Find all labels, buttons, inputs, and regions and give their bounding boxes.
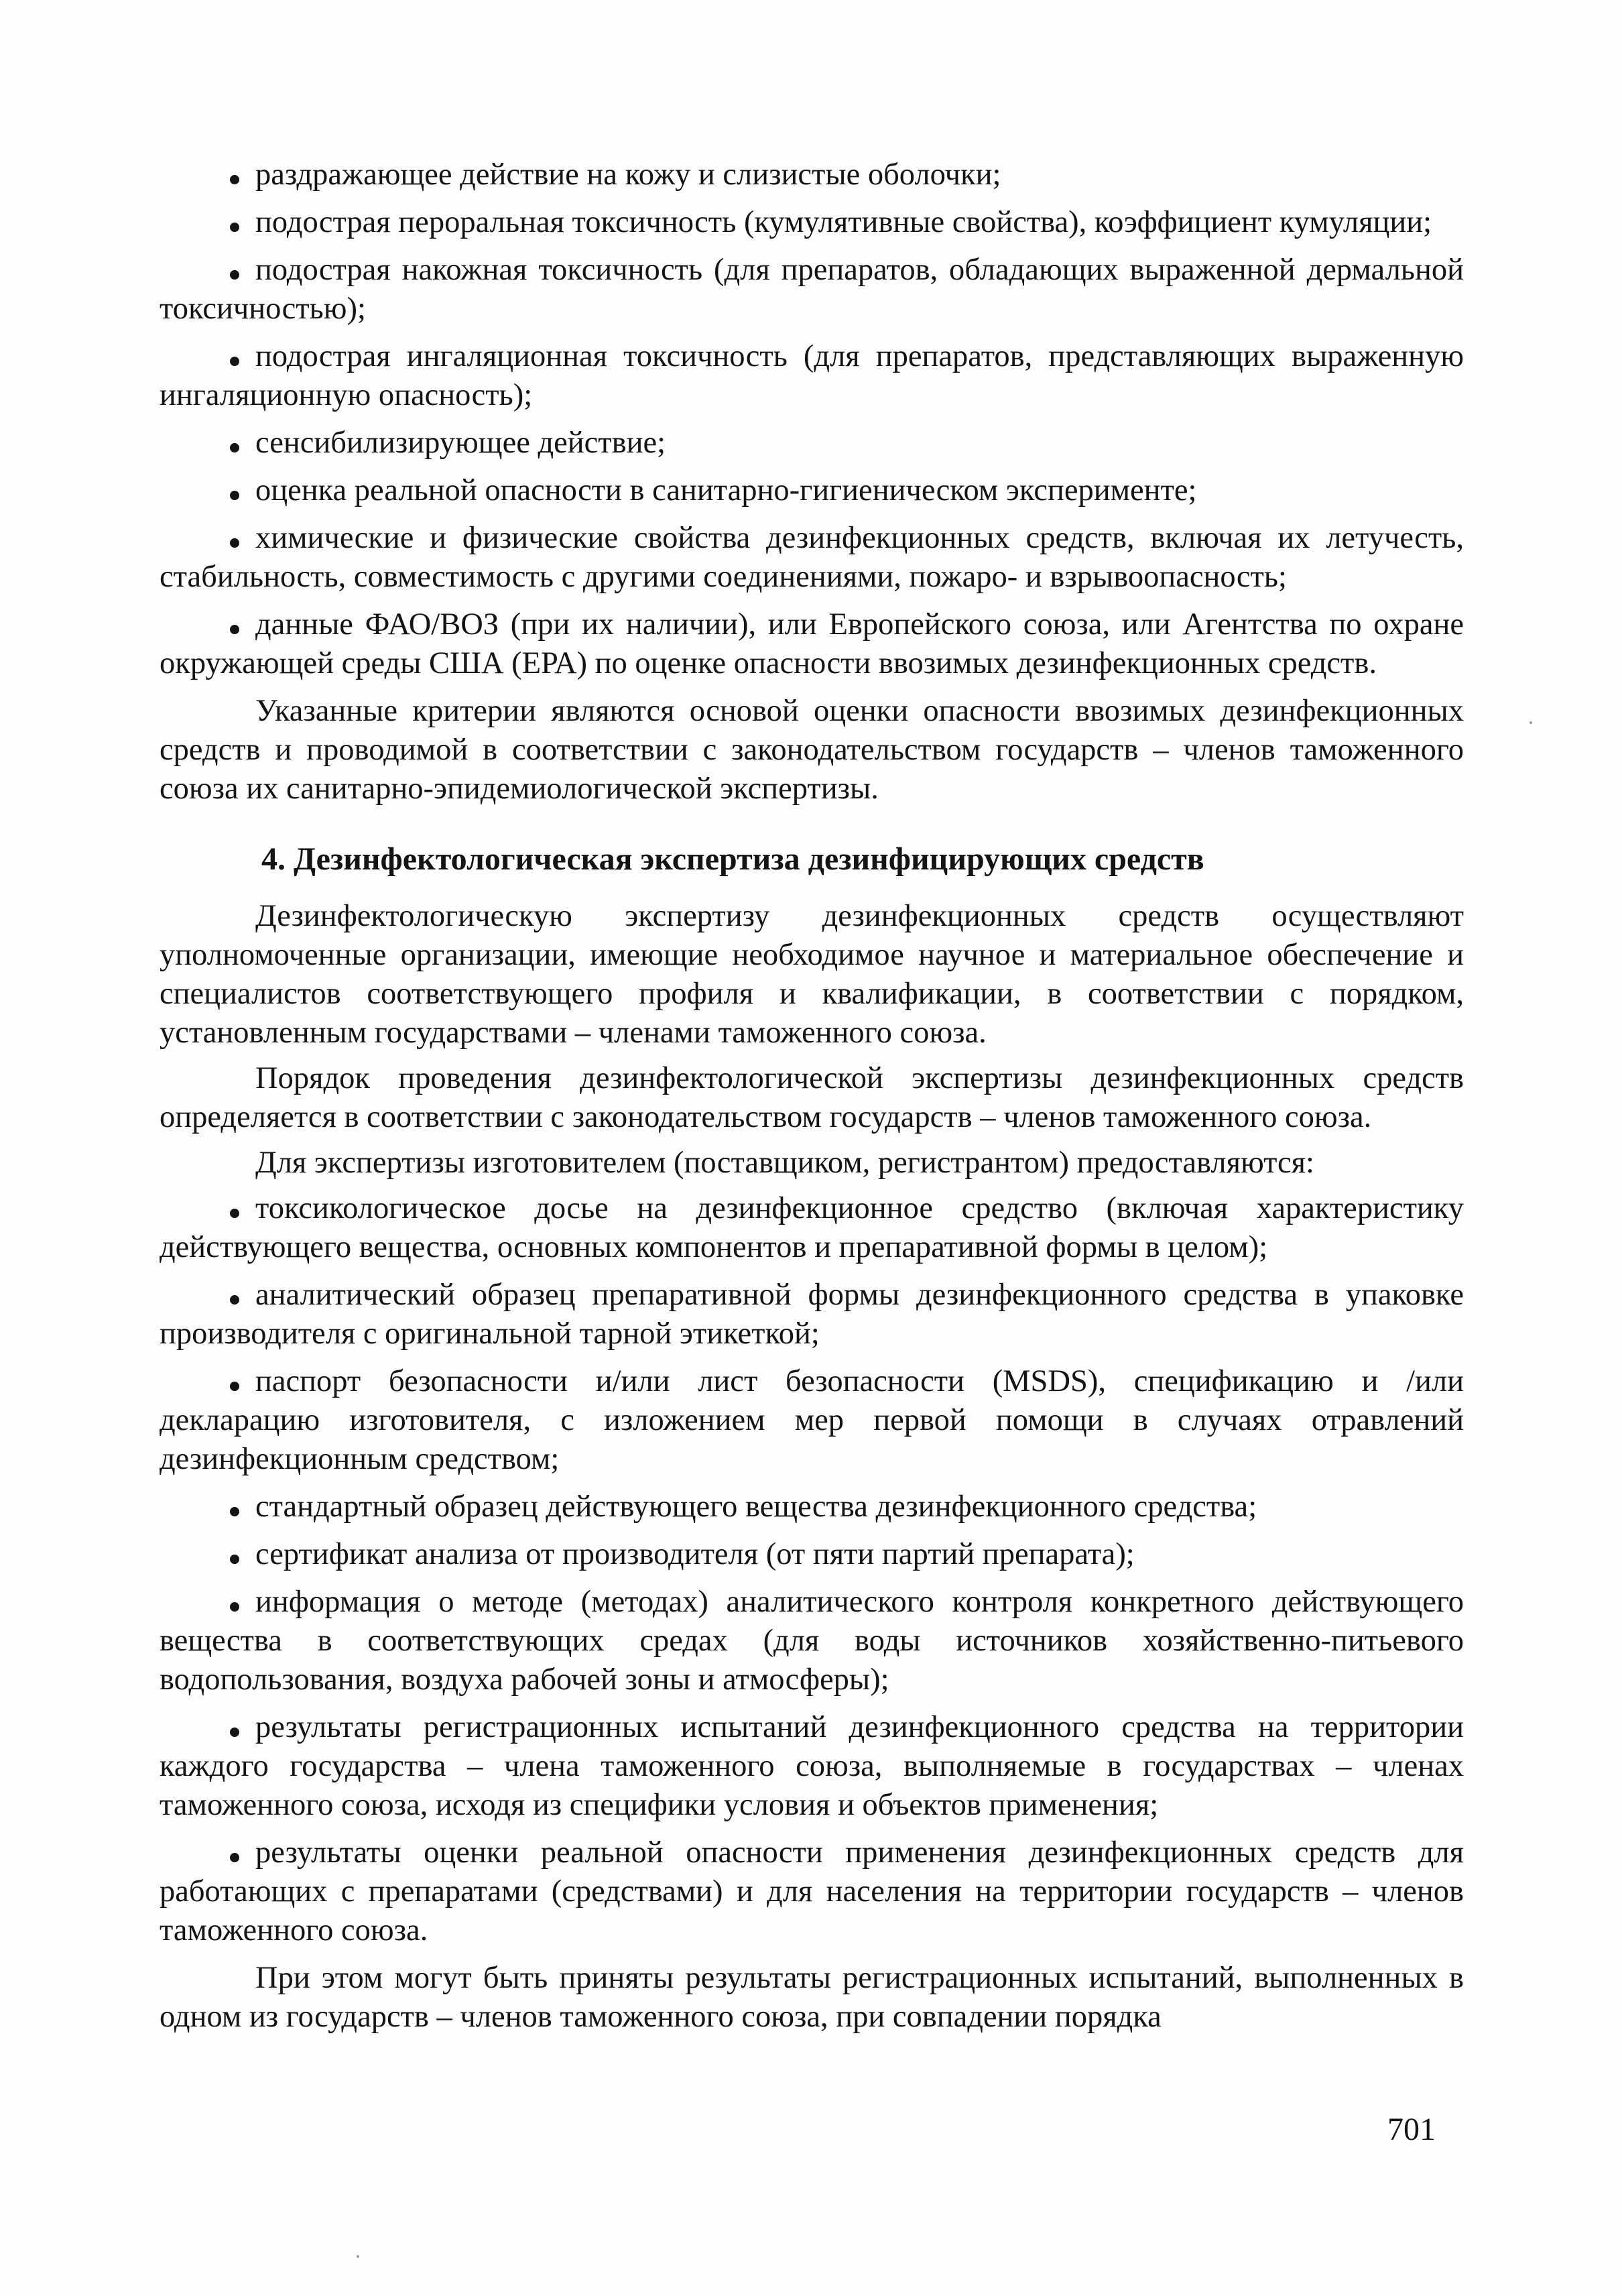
list-item (160, 1276, 1464, 1353)
list-item-text: оценка реальной опасности в санитарно-гигиеническом эксперименте; (255, 473, 1197, 507)
list-item-text: подострая пероральная токсичность (кумулятивные свойства), коэффициент кумуляции; (255, 205, 1432, 239)
list-item (160, 1583, 1464, 1699)
list-item (160, 471, 1464, 510)
list-item-text: токсикологическое досье на дезинфекционное средство (включая характеристику действующего вещества, основных компонентов и препаративной формы в целом); (160, 1191, 1464, 1264)
list-item-text: аналитический образец препаративной формы дезинфекционного средства в упаковке производителя с оригинальной тарной этикеткой; (160, 1278, 1464, 1351)
paragraph-criteria: Указанные критерии являются основой оценки опасности ввозимых дезинфекционных средств и проводимой в соответствии с законодательством государств – членов таможенного союза их санитарно-эпидемиологической экспертизы. (160, 694, 1464, 806)
bullet-list-bottom (160, 1189, 1464, 1950)
list-item (160, 605, 1464, 683)
list-item-text: химические и физические свойства дезинфекционных средств, включая их летучесть, стабильность, совместимость с другими соединениями, пожаро- и взрывоопасность; (160, 521, 1464, 594)
list-item (160, 424, 1464, 463)
list-item (160, 251, 1464, 328)
list-item-text: результаты оценки реальной опасности применения дезинфекционных средств для работающих с препаратами (средствами) и для населения на территории государств – членов таможенного союза. (160, 1835, 1464, 1947)
paragraph-authorized-organizations: Дезинфектологическую экспертизу дезинфекционных средств осуществляют уполномоченные организации, имеющие необходимое научное и материальное обеспечение и специалистов соответствующего профиля и квалификации, в соответствии с порядком, установленным государствами – членами таможенного союза. (160, 899, 1464, 1050)
list-item (160, 519, 1464, 597)
list-item-text: стандартный образец действующего вещества дезинфекционного средства; (255, 1490, 1257, 1524)
list-item (160, 337, 1464, 415)
list-item-text: подострая ингаляционная токсичность (для препаратов, представляющих выраженную ингаляционную опасность); (160, 339, 1464, 412)
list-item (160, 156, 1464, 194)
list-item-text: сенсибилизирующее действие; (255, 426, 666, 460)
list-item (160, 1833, 1464, 1950)
list-item (160, 1362, 1464, 1479)
list-item-text: результаты регистрационных испытаний дезинфекционного средства на территории каждого государства – члена таможенного союза, выполняемые в государствах – членах таможенного союза, исходя из специфики условия и объектов применения; (160, 1710, 1464, 1822)
scan-speck (1530, 721, 1532, 724)
list-item-text: сертификат анализа от производителя (от пяти партий препарата); (255, 1537, 1135, 1571)
list-item-text: паспорт безопасности и/или лист безопасности (MSDS), спецификацию и /или декларацию изготовителя, с изложением мер первой помощи в случаях отравлений дезинфекционным средством; (160, 1364, 1464, 1476)
list-item-text: данные ФАО/ВОЗ (при их наличии), или Европейского союза, или Агентства по охране окружающей среды США (ЕРА) по оценке опасности ввозимых дезинфекционных средств. (160, 607, 1464, 680)
list-item-text: информация о методе (методах) аналитического контроля конкретного действующего вещества в соответствующих средах (для воды источников хозяйственно-питьевого водопользования, воздуха рабочей зоны и атмосферы); (160, 1585, 1464, 1697)
list-item (160, 1535, 1464, 1574)
paragraph-final: При этом могут быть приняты результаты регистрационных испытаний, выполненных в одном из государств – членов таможенного союза, при совпадении порядка (160, 1961, 1464, 2034)
list-item-text: раздражающее действие на кожу и слизистые оболочки; (255, 158, 1001, 192)
paragraph-procedure: Порядок проведения дезинфектологической экспертизы дезинфекционных средств определяется в соответствии с законодательством государств – членов таможенного союза. (160, 1061, 1464, 1134)
scan-speck (357, 2255, 359, 2258)
list-item (160, 1189, 1464, 1267)
list-item-text: подострая накожная токсичность (для препаратов, обладающих выраженной дермальной токсичностью); (160, 253, 1464, 326)
paragraph-submission-intro: Для экспертизы изготовителем (поставщиком, регистрантом) предоставляются: (255, 1146, 1314, 1180)
section-title: 4. Дезинфектологическая экспертиза дезинфицирующих средств (261, 841, 1204, 877)
list-item (160, 1708, 1464, 1825)
page-number: 701 (1387, 2112, 1436, 2147)
list-item (160, 203, 1464, 242)
bullet-list-top (160, 156, 1464, 683)
list-item (160, 1488, 1464, 1526)
